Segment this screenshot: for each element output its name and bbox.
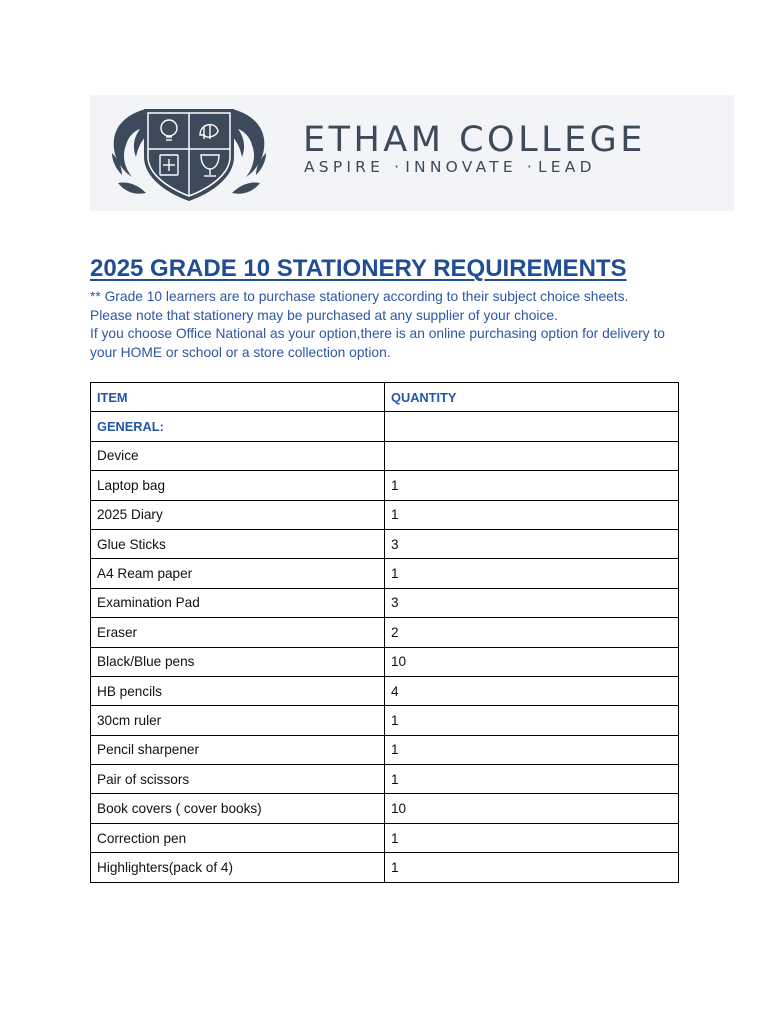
school-crest-icon: [108, 103, 270, 203]
table-row: [91, 676, 679, 705]
motto-word: INNOVATE: [405, 158, 517, 176]
item-cell: Glue Sticks: [91, 529, 385, 558]
motto-separator: ·: [526, 158, 536, 176]
note-line: ** Grade 10 learners are to purchase stationery according to their subject choice sheets.: [90, 289, 629, 304]
quantity-cell: 4: [385, 676, 679, 705]
college-motto: [304, 160, 596, 176]
quantity-cell: 10: [385, 647, 679, 676]
table-row: [91, 735, 679, 764]
table-row: [91, 618, 679, 647]
college-name: ETHAM COLLEGE: [303, 120, 646, 160]
table-row: [91, 559, 679, 588]
table-row: [91, 823, 679, 852]
quantity-cell: 1: [385, 765, 679, 794]
table-row: [91, 588, 679, 617]
quantity-cell: [385, 441, 679, 470]
quantity-cell: 1: [385, 559, 679, 588]
table-row: [91, 471, 679, 500]
college-banner: [90, 95, 734, 211]
item-cell: Black/Blue pens: [91, 647, 385, 676]
note-line: Please note that stationery may be purchased at any supplier of your choice.: [90, 307, 558, 323]
motto-word: ASPIRE: [304, 158, 385, 176]
item-cell: Highlighters(pack of 4): [91, 853, 385, 882]
table-row: [91, 706, 679, 735]
quantity-cell: 1: [385, 706, 679, 735]
column-header-quantity: QUANTITY: [385, 383, 679, 412]
quantity-cell: 3: [385, 588, 679, 617]
table-header-row: [91, 383, 679, 412]
quantity-cell: 1: [385, 823, 679, 852]
instructions-notes: [90, 288, 690, 362]
table-row: [91, 647, 679, 676]
quantity-cell: 1: [385, 471, 679, 500]
motto-word: LEAD: [537, 158, 596, 176]
quantity-cell: 1: [385, 735, 679, 764]
table-row: [91, 500, 679, 529]
item-cell: GENERAL:: [91, 412, 385, 441]
note-line: If you choose Office National as your option,there is an online purchasing option for delivery to your HOME or school or a store collection option.: [90, 326, 665, 360]
quantity-cell: 1: [385, 500, 679, 529]
item-cell: HB pencils: [91, 676, 385, 705]
table-row: [91, 853, 679, 882]
item-cell: Examination Pad: [91, 588, 385, 617]
item-cell: Eraser: [91, 618, 385, 647]
quantity-cell: 3: [385, 529, 679, 558]
quantity-cell: [385, 412, 679, 441]
quantity-cell: 2: [385, 618, 679, 647]
item-cell: Laptop bag: [91, 471, 385, 500]
item-cell: 2025 Diary: [91, 500, 385, 529]
item-cell: 30cm ruler: [91, 706, 385, 735]
item-cell: Pair of scissors: [91, 765, 385, 794]
table-row: [91, 529, 679, 558]
quantity-cell: 10: [385, 794, 679, 823]
table-section-row: [91, 412, 679, 441]
page-title: 2025 GRADE 10 STATIONERY REQUIREMENTS: [90, 255, 627, 282]
motto-separator: ·: [394, 158, 404, 176]
item-cell: Device: [91, 441, 385, 470]
stationery-table: [90, 382, 679, 883]
table-row: [91, 765, 679, 794]
table-row: [91, 441, 679, 470]
column-header-item: ITEM: [91, 383, 385, 412]
item-cell: Correction pen: [91, 823, 385, 852]
item-cell: Pencil sharpener: [91, 735, 385, 764]
item-cell: A4 Ream paper: [91, 559, 385, 588]
item-cell: Book covers ( cover books): [91, 794, 385, 823]
table-row: [91, 794, 679, 823]
quantity-cell: 1: [385, 853, 679, 882]
